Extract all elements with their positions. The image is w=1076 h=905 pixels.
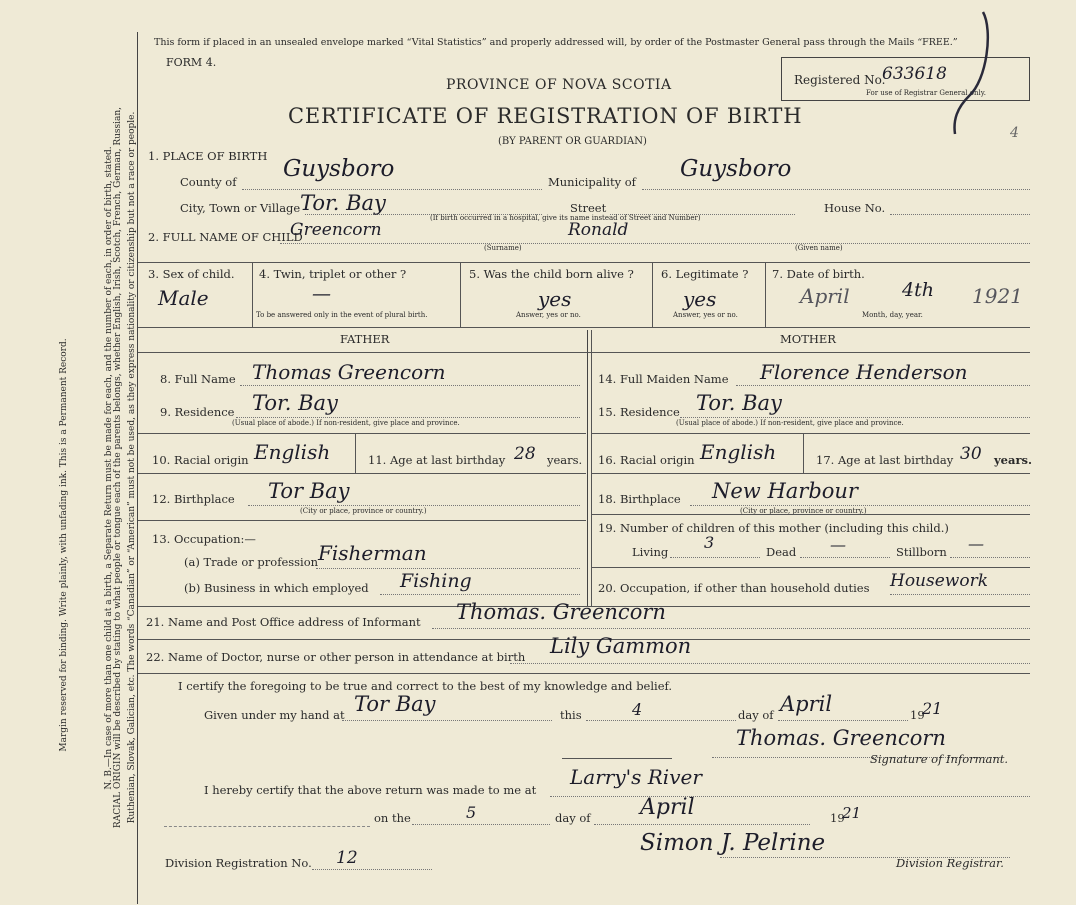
legitimate-answer-note: Answer, yes or no.: [673, 311, 738, 319]
registrar-signature-caption: Division Registrar.: [896, 856, 1004, 870]
form-number: FORM 4.: [166, 56, 217, 69]
registered-number: 633618: [882, 64, 947, 84]
father-business-label: (b) Business in which employed: [184, 581, 369, 595]
father-racial-label: 10. Racial origin: [152, 453, 249, 467]
row3-divider-1: [252, 262, 253, 327]
mother-dead-line: [800, 557, 890, 558]
given-day-line: [586, 720, 736, 721]
municipality-line: [642, 189, 1030, 190]
registrar-place-value: Larry's River: [570, 765, 702, 789]
registrar-day-of-label: day of: [555, 811, 591, 825]
father-age-value: 28: [514, 444, 536, 464]
row3-divider-3: [652, 262, 653, 327]
mother-age-label: 17. Age at last birthday: [816, 453, 954, 467]
father-residence-label: 9. Residence: [160, 405, 235, 419]
father-business-value: Fishing: [400, 570, 472, 592]
registrar-use-note: For use of Registrar General only.: [866, 89, 986, 97]
registrar-signature: Simon J. Pelrine: [640, 830, 826, 856]
row3-divider-4: [765, 262, 766, 327]
form-title: CERTIFICATE OF REGISTRATION OF BIRTH: [288, 104, 803, 128]
mother-age-divider: [803, 433, 804, 473]
doctor-label: 22. Name of Doctor, nurse or other person in attendance at birth: [146, 650, 526, 664]
hospital-note: (If birth occurred in a hospital, give its name instead of Street and Number): [430, 214, 701, 222]
division-registration-label: Division Registration No.: [165, 856, 312, 870]
row3-bottom-border: [138, 327, 1030, 328]
mother-row-line-1: [592, 433, 1030, 434]
given-under-hand-label: Given under my hand at: [204, 708, 345, 722]
given-name-caption: (Given name): [795, 244, 843, 252]
sex-value: Male: [158, 286, 209, 310]
father-birthplace-line: [248, 505, 580, 506]
house-label: House No.: [824, 201, 886, 215]
margin-mark: 4: [1010, 125, 1019, 141]
mother-occupation-label: 20. Occupation, if other than household duties: [598, 581, 870, 595]
father-birthplace-value: Tor Bay: [268, 479, 350, 503]
dob-year: 1921: [972, 284, 1023, 308]
margin-instruction-4: Ruthenian, Slovak, Galician, etc. The words “Canadian” or “American” must not be used, as they express nationality or citizenship but not a race or people.: [127, 111, 137, 824]
alive-value: yes: [538, 287, 572, 311]
certification-statement: I certify the foregoing to be true and correct to the best of my knowledge and belief.: [178, 679, 673, 693]
place-of-birth-label: 1. PLACE OF BIRTH: [148, 149, 268, 163]
father-row-line-1: [138, 433, 586, 434]
father-occupation-label: 13. Occupation:—: [152, 532, 256, 546]
mother-age-value: 30: [960, 444, 982, 464]
municipality-label: Municipality of: [548, 175, 636, 189]
mother-children-label: 19. Number of children of this mother (including this child.): [598, 521, 949, 535]
mother-years-label: years.: [994, 453, 1032, 467]
informant-signature-caption: Signature of Informant.: [870, 752, 1009, 766]
registrar-on-the-label: on the: [374, 811, 411, 825]
father-row-line-3: [138, 520, 586, 521]
division-registration-line: [312, 869, 432, 870]
mother-residence-note: (Usual place of abode.) If non-resident, give place and province.: [676, 419, 904, 427]
dob-day: 4th: [902, 279, 934, 301]
street-label: Street: [570, 201, 607, 215]
mother-row-line-2: [592, 473, 1030, 474]
father-age-label: 11. Age at last birthday: [368, 453, 506, 467]
registrar-day-line: [412, 824, 550, 825]
municipality-value: Guysboro: [680, 156, 792, 182]
city-label: City, Town or Village: [180, 201, 301, 215]
father-name-label: 8. Full Name: [160, 372, 236, 386]
child-surname: Greencorn: [290, 220, 382, 240]
informant-value: Thomas. Greencorn: [456, 600, 666, 624]
margin-instruction-1: Margin reserved for binding. Write plainly, with unfading ink. This is a Permanent Record.: [59, 338, 69, 752]
given-this-label: this: [560, 708, 582, 722]
legitimate-label: 6. Legitimate ?: [661, 267, 749, 281]
informant-signature: Thomas. Greencorn: [736, 726, 946, 750]
alive-label: 5. Was the child born alive ?: [469, 267, 634, 281]
twin-value: —: [312, 283, 331, 305]
mother-name-line: [736, 385, 1030, 386]
certification-separator: [562, 758, 672, 759]
mother-residence-line: [680, 417, 1030, 418]
registrar-year-value: 21: [842, 804, 862, 822]
mother-living-line: [670, 557, 760, 558]
father-name-line: [240, 385, 580, 386]
parents-column-divider: [587, 330, 588, 606]
father-residence-value: Tor. Bay: [252, 391, 338, 415]
house-line: [890, 214, 1030, 215]
doctor-value: Lily Gammon: [550, 634, 692, 658]
mother-dead-label: Dead: [766, 545, 797, 559]
mother-living-value: 3: [704, 533, 715, 552]
father-trade-line: [316, 568, 580, 569]
father-age-divider: [355, 433, 356, 473]
mother-birthplace-label: 18. Birthplace: [598, 492, 681, 506]
given-month-value: April: [780, 692, 833, 716]
given-place-line: [342, 720, 552, 721]
mother-row-line-3: [592, 514, 1030, 515]
margin-instruction-3: RACIAL ORIGIN will be described by stating to what people or tongue each of the parents belongs, whether English, Irish, Scotch, French, German, Russian,: [113, 106, 123, 829]
mother-dead-value: —: [830, 535, 846, 554]
father-row-line-2: [138, 473, 586, 474]
mother-stillborn-value: —: [968, 534, 984, 553]
mother-row-line-4: [592, 567, 1030, 568]
twin-note: To be answered only in the event of plural birth.: [256, 311, 428, 319]
father-racial-value: English: [254, 440, 331, 464]
registrar-month-value: April: [640, 795, 695, 820]
doctor-row-border: [138, 673, 1030, 674]
mother-birthplace-line: [690, 505, 1030, 506]
registrar-statement: I hereby certify that the above return was made to me at: [204, 783, 537, 797]
mother-residence-label: 15. Residence: [598, 405, 680, 419]
sex-label: 3. Sex of child.: [148, 267, 235, 281]
county-label: County of: [180, 175, 237, 189]
given-place-value: Tor Bay: [354, 692, 436, 716]
father-years-label: years.: [547, 453, 583, 467]
legitimate-value: yes: [683, 287, 717, 311]
mother-racial-label: 16. Racial origin: [598, 453, 695, 467]
row3-divider-2: [460, 262, 461, 327]
mother-name-value: Florence Henderson: [760, 360, 968, 384]
mother-occupation-value: Housework: [890, 571, 989, 591]
left-form-border: [137, 32, 138, 904]
father-name-value: Thomas Greencorn: [252, 360, 446, 384]
row3-top-border: [138, 262, 1030, 263]
county-value: Guysboro: [283, 156, 395, 182]
alive-answer-note: Answer, yes or no.: [516, 311, 581, 319]
margin-instruction-2: N. B.—In case of more than one child at a birth, a Separate Return must be made for each, and the number of each, in order of birth, stated.: [104, 146, 114, 790]
informant-label: 21. Name and Post Office address of Informant: [146, 615, 421, 629]
mother-living-label: Living: [632, 545, 669, 559]
check-mark-stamp: [935, 10, 1005, 140]
father-birthplace-note: (City or place, province or country.): [300, 507, 427, 515]
registrar-year-prefix: 19: [830, 811, 845, 825]
father-trade-label: (a) Trade or profession: [184, 555, 319, 569]
given-year-value: 21: [922, 699, 943, 718]
twin-label: 4. Twin, triplet or other ?: [259, 267, 407, 281]
surname-caption: (Surname): [484, 244, 522, 252]
given-day-of-label: day of: [738, 708, 774, 722]
parents-heading-line: [138, 352, 1030, 353]
mother-stillborn-line: [950, 557, 1030, 558]
registrar-date-leader: [164, 826, 370, 827]
father-trade-value: Fisherman: [318, 541, 427, 565]
postal-notice: This form if placed in an unsealed envelope marked “Vital Statistics” and properly addressed will, by order of the Postmaster General pass through the Mails “FREE.”: [154, 37, 958, 48]
mother-residence-value: Tor. Bay: [696, 391, 782, 415]
county-line: [242, 189, 542, 190]
doctor-line: [510, 663, 1030, 664]
father-business-line: [380, 594, 580, 595]
dob-label: 7. Date of birth.: [772, 267, 865, 281]
father-heading: FATHER: [340, 332, 390, 346]
city-value: Tor. Bay: [300, 191, 386, 215]
parents-column-divider-2: [591, 330, 592, 606]
registrar-place-line: [550, 796, 1030, 797]
father-residence-note: (Usual place of abode.) If non-resident, give place and province.: [232, 419, 460, 427]
division-registration-value: 12: [336, 848, 358, 868]
mother-racial-value: English: [700, 440, 777, 464]
dob-note: Month, day, year.: [862, 311, 923, 319]
given-year-prefix: 19: [910, 708, 925, 722]
child-name-line: [280, 243, 1030, 244]
form-subtitle: (BY PARENT OR GUARDIAN): [498, 136, 647, 147]
registrar-day-value: 5: [466, 803, 477, 822]
province-heading: PROVINCE OF NOVA SCOTIA: [446, 77, 672, 93]
registered-label: Registered No.: [794, 73, 886, 87]
informant-line: [432, 628, 1030, 629]
mother-heading: MOTHER: [780, 332, 836, 346]
dob-month: April: [800, 284, 850, 308]
registrar-month-line: [594, 824, 810, 825]
mother-birthplace-value: New Harbour: [712, 479, 858, 503]
child-name-label: 2. FULL NAME OF CHILD: [148, 230, 303, 244]
mother-birthplace-note: (City or place, province or country.): [740, 507, 867, 515]
mother-occupation-line: [890, 594, 1030, 595]
mother-name-label: 14. Full Maiden Name: [598, 372, 729, 386]
mother-stillborn-label: Stillborn: [896, 545, 947, 559]
child-given-name: Ronald: [568, 220, 629, 240]
given-day-value: 4: [632, 700, 643, 719]
given-month-line: [778, 720, 908, 721]
father-birthplace-label: 12. Birthplace: [152, 492, 235, 506]
father-residence-line: [236, 417, 580, 418]
